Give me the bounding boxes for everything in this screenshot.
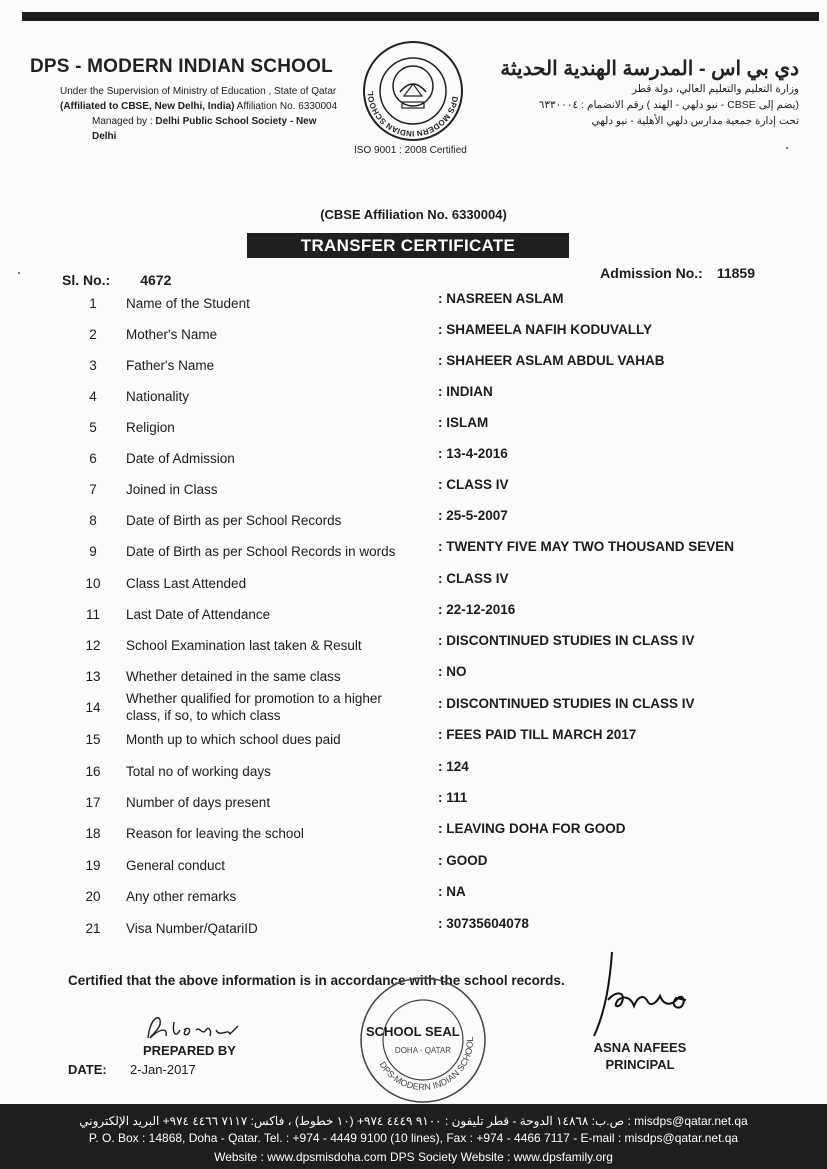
field-value: : TWENTY FIVE MAY TWO THOUSAND SEVEN (438, 539, 735, 554)
field-label: Date of Birth as per School Records in words (126, 544, 396, 559)
field-row (0, 508, 827, 541)
school-emblem-logo (362, 40, 464, 142)
field-row (0, 539, 827, 572)
field-label: Reason for leaving the school (126, 826, 304, 841)
field-number: 14 (85, 700, 101, 715)
school-name-arabic: دي بي اس - المدرسة الهندية الحديثة (500, 58, 799, 80)
field-number: 4 (89, 389, 97, 404)
field-row (0, 291, 827, 324)
field-label: Mother's Name (126, 327, 218, 342)
field-number: 17 (85, 795, 101, 810)
arabic-ministry-line: وزارة التعليم والتعليم العالي، دولة قطر (632, 83, 799, 95)
svg-text:DOHA - QATAR: DOHA - QATAR (394, 1046, 452, 1055)
field-value: : SHAMEELA NAFIH KODUVALLY (438, 322, 653, 337)
top-rule (22, 12, 819, 21)
header-arabic (479, 56, 799, 129)
school-seal-stamp (358, 975, 488, 1105)
field-row (0, 727, 827, 760)
field-number: 16 (85, 764, 101, 779)
iso-certification: ISO 9001 : 2008 Certified (354, 145, 467, 156)
footer-bar (0, 1104, 827, 1169)
field-number: 1 (89, 296, 97, 311)
field-label: Month up to which school dues paid (126, 732, 341, 747)
field-number: 12 (85, 638, 101, 653)
field-row (0, 821, 827, 854)
field-label: Name of the Student (126, 296, 250, 311)
field-label: Whether qualified for promotion to a higher class, if so, to which class (126, 691, 382, 723)
field-value: : 124 (438, 759, 469, 774)
field-label: Any other remarks (126, 889, 237, 904)
prepared-by-label: PREPARED BY (143, 1043, 236, 1058)
field-number: 8 (89, 513, 97, 528)
field-value: : 30735604078 (438, 916, 529, 931)
principal-signature (582, 950, 702, 1040)
field-row (0, 602, 827, 635)
field-row (0, 353, 827, 386)
field-value: : 13-4-2016 (438, 446, 508, 461)
field-row (0, 884, 827, 917)
field-row (0, 571, 827, 604)
field-value: : FEES PAID TILL MARCH 2017 (438, 727, 637, 742)
preparer-signature (140, 1008, 250, 1044)
field-label: Date of Birth as per School Records (126, 513, 342, 528)
field-number: 13 (85, 669, 101, 684)
field-number: 11 (85, 607, 100, 622)
field-number: 6 (89, 451, 97, 466)
affiliation-line: (Affiliated to CBSE, New Delhi, India) Affiliation No. 6330004 (60, 101, 338, 112)
field-value: : DISCONTINUED STUDIES IN CLASS IV (438, 696, 695, 711)
field-number: 7 (89, 482, 97, 497)
field-label: Date of Admission (126, 451, 235, 466)
field-row (0, 446, 827, 479)
date-label: DATE: (68, 1062, 107, 1077)
field-number: 10 (85, 576, 101, 591)
field-number: 3 (89, 358, 97, 373)
field-label: School Examination last taken & Result (126, 638, 362, 653)
field-value: : GOOD (438, 853, 488, 868)
field-number: 5 (89, 420, 97, 435)
cbse-affiliation: (CBSE Affiliation No. 6330004) (320, 207, 507, 222)
field-value: : LEAVING DOHA FOR GOOD (438, 821, 626, 836)
field-label: Nationality (126, 389, 190, 404)
field-value: : CLASS IV (438, 477, 509, 492)
field-label: Joined in Class (126, 482, 218, 497)
field-row (0, 322, 827, 355)
field-label: Visa Number/QatariID (126, 921, 258, 936)
field-value: : DISCONTINUED STUDIES IN CLASS IV (438, 633, 695, 648)
serial-number: Sl. No.: 4672 (62, 272, 172, 288)
field-row (0, 415, 827, 448)
field-number: 20 (85, 889, 101, 904)
speck (18, 272, 20, 274)
certification-statement: Certified that the above information is in accordance with the school records. (68, 973, 565, 988)
footer-websites: Website : www.dpsmisdoha.com DPS Society Website : www.dpsfamily.org (214, 1150, 613, 1164)
field-value: : 22-12-2016 (438, 602, 516, 617)
header-english (30, 56, 340, 144)
field-row (0, 633, 827, 666)
field-number: 19 (85, 858, 101, 873)
date-value: 2-Jan-2017 (130, 1062, 196, 1077)
field-value: : NASREEN ASLAM (438, 291, 564, 306)
field-row (0, 477, 827, 510)
field-number: 21 (85, 921, 101, 936)
field-row (0, 690, 827, 726)
speck (786, 147, 788, 149)
field-number: 15 (85, 732, 101, 747)
field-value: : 25-5-2007 (438, 508, 508, 523)
field-value: : ISLAM (438, 415, 489, 430)
field-label: Religion (126, 420, 175, 435)
field-value: : SHAHEER ASLAM ABDUL VAHAB (438, 353, 665, 368)
arabic-affiliation-line: (يضم إلى CBSE - نيو دلهي - الهند ) رقم الانضمام : ٦٣٣٠٠٠٤ (538, 99, 799, 111)
field-row (0, 759, 827, 792)
field-value: : NO (438, 664, 467, 679)
field-row (0, 790, 827, 823)
arabic-managed-line: تحت إدارة جمعية مدارس دلهي الأهلية - نيو دلهي (591, 115, 799, 127)
svg-text:DPS MODERN INDIAN SCHOOL: DPS MODERN INDIAN SCHOOL (365, 90, 460, 139)
field-value: : 111 (438, 790, 468, 805)
field-row (0, 384, 827, 417)
field-label: Last Date of Attendance (126, 607, 271, 622)
field-label: Total no of working days (126, 764, 271, 779)
principal-title: PRINCIPAL (605, 1057, 675, 1072)
field-row (0, 916, 827, 949)
field-number: 2 (89, 327, 97, 342)
field-number: 9 (89, 544, 97, 559)
field-label: Father's Name (126, 358, 215, 373)
field-value: : CLASS IV (438, 571, 509, 586)
managed-by-line: Managed by : Delhi Public School Society - New Delhi (92, 116, 317, 142)
footer-english-contact: P. O. Box : 14868, Doha - Qatar. Tel. : +974 - 4449 9100 (10 lines), Fax : +974 - 4466 7117 - E-mail : misdps@qatar.net.qa (88, 1131, 739, 1145)
school-seal-label: SCHOOL SEAL (366, 1024, 460, 1039)
field-label: General conduct (126, 858, 226, 873)
admission-number: Admission No.: 11859 (600, 265, 755, 281)
field-value: : NA (438, 884, 466, 899)
field-label: Whether detained in the same class (126, 669, 341, 684)
svg-text:DPS-MODERN INDIAN SCHOOL: DPS-MODERN INDIAN SCHOOL (377, 1036, 476, 1093)
certificate-title: TRANSFER CERTIFICATE (247, 233, 569, 258)
school-name-english: DPS - MODERN INDIAN SCHOOL (30, 56, 333, 77)
field-number: 18 (85, 826, 101, 841)
field-label: Number of days present (126, 795, 271, 810)
field-label: Class Last Attended (126, 576, 247, 591)
field-row (0, 853, 827, 886)
footer-arabic-contact: ص.ب: ١٤٨٦٨ الدوحة - قطر تليفون : ٩١٠٠ ٤٤٤٩ ٩٧٤+ (١٠ خطوط) ، فاكس: ٧١١٧ ٤٤٦٦ ٩٧٤+ البريد الإلكتروني : misdps@qatar.net.qa (79, 1114, 748, 1128)
supervision-line: Under the Supervision of Ministry of Education , State of Qatar (60, 86, 337, 97)
field-value: : INDIAN (438, 384, 493, 399)
principal-name: ASNA NAFEES (593, 1040, 687, 1055)
